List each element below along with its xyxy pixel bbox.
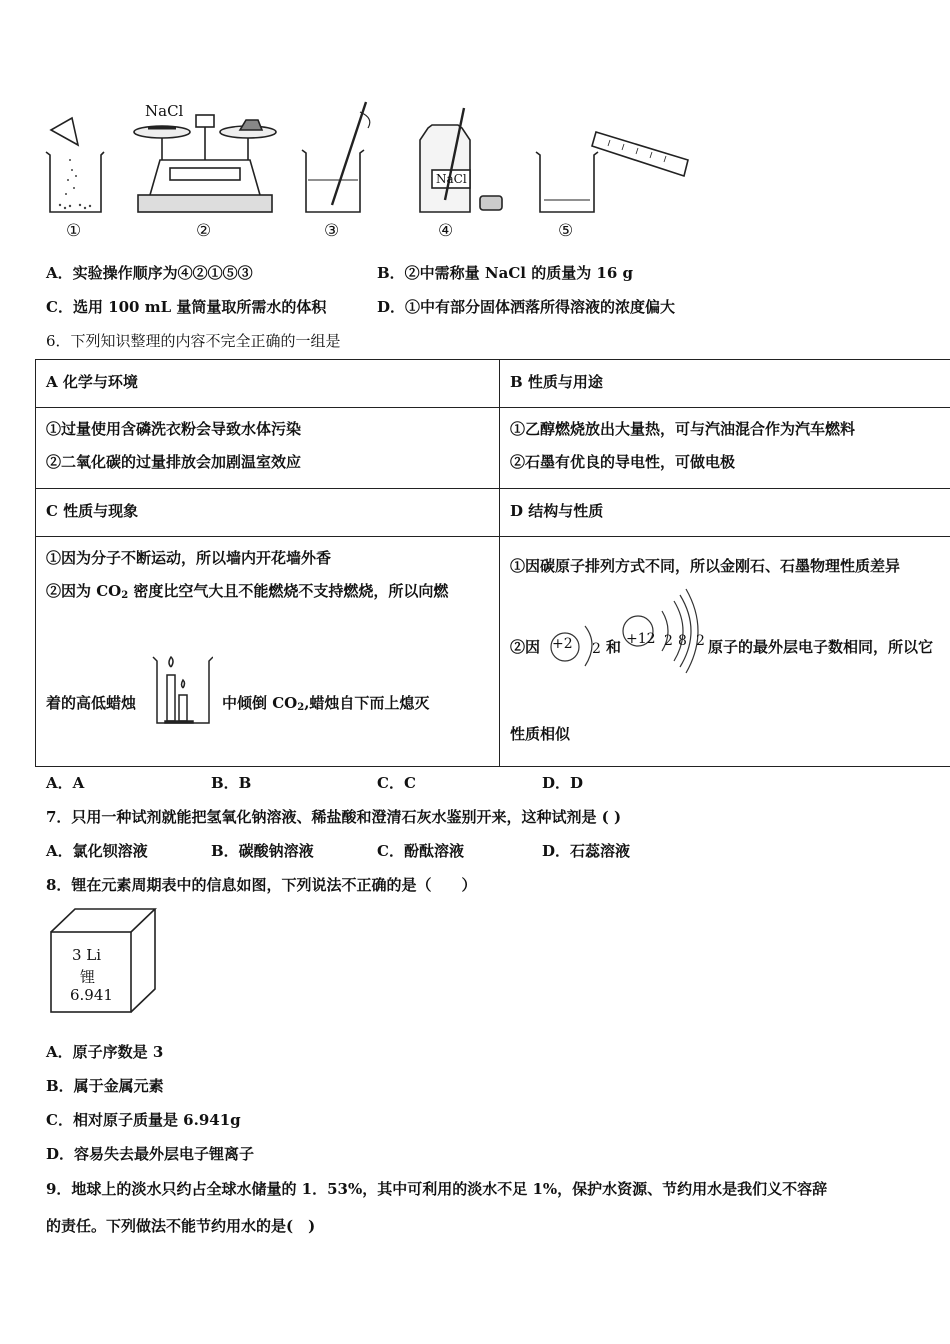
lithium-number-symbol: 3 Li bbox=[72, 946, 102, 964]
q6-answer-a: A．A bbox=[46, 774, 85, 792]
balance-scale-icon bbox=[134, 115, 276, 212]
magnesium-nucleus-label: +12 bbox=[626, 631, 656, 647]
q7-answer-d: D．石蕊溶液 bbox=[542, 842, 631, 860]
q5-option-c: C．选用 100 mL 量筒量取所需水的体积 bbox=[46, 298, 327, 316]
figure-label-5: ⑤ bbox=[558, 221, 574, 241]
figure-label-1: ① bbox=[66, 221, 82, 241]
nacl-balance-label: NaCl bbox=[145, 102, 184, 120]
q7-answer-c: C．酚酞溶液 bbox=[377, 842, 464, 860]
q6-cell-a-title: A 化学与环境 bbox=[36, 360, 500, 408]
figure-label-4: ④ bbox=[438, 221, 454, 241]
q5-option-a: A．实验操作顺序为④②①⑤③ bbox=[46, 264, 253, 282]
q8-stem: 8．锂在元素周期表中的信息如图，下列说法不正确的是（ ） bbox=[46, 876, 477, 894]
q6-stem: 6．下列知识整理的内容不完全正确的一组是 bbox=[46, 332, 341, 350]
q9-stem-line-1: 9．地球上的淡水只约占全球水储量的 1．53%，其中可利用的淡水不足 1%，保护水资源、节约用水是我们义不容辞 bbox=[46, 1180, 828, 1198]
lithium-name: 锂 bbox=[80, 968, 96, 986]
magnesium-shell-2: 8 bbox=[678, 633, 687, 649]
beaker-pouring-solid-icon bbox=[46, 118, 104, 212]
q7-answer-b: B．碳酸钠溶液 bbox=[211, 842, 314, 860]
magnesium-shell-1: 2 bbox=[664, 633, 673, 649]
q6-answer-d: D．D bbox=[542, 774, 584, 792]
figure-label-2: ② bbox=[196, 221, 212, 241]
beaker-candles-icon bbox=[151, 655, 213, 725]
q6-answer-b: B．B bbox=[211, 774, 252, 792]
q8-option-a: A．原子序数是 3 bbox=[46, 1043, 164, 1061]
q6-cell-d-title: D 结构与性质 bbox=[500, 489, 950, 537]
nacl-bottle-label: NaCl bbox=[436, 172, 467, 186]
q8-option-b: B．属于金属元素 bbox=[46, 1077, 164, 1095]
q6-cell-c-title: C 性质与现象 bbox=[36, 489, 500, 537]
helium-nucleus-label: +2 bbox=[552, 636, 573, 652]
q6-answer-c: C．C bbox=[377, 774, 416, 792]
nacl-reagent-bottle-icon bbox=[420, 108, 502, 212]
q5-option-b: B．②中需称量 NaCl 的质量为 16 g bbox=[377, 264, 633, 282]
q9-stem-line-2: 的责任。下列做法不能节约用水的是( ) bbox=[46, 1217, 316, 1235]
q5-apparatus-figure bbox=[0, 0, 700, 245]
figure-label-3: ③ bbox=[324, 221, 340, 241]
q6-cell-b-title: B 性质与用途 bbox=[500, 360, 950, 408]
helium-shell-label: 2 bbox=[592, 641, 601, 657]
q7-answer-a: A．氯化钡溶液 bbox=[46, 842, 148, 860]
q7-stem: 7．只用一种试剂就能把氢氧化钠溶液、稀盐酸和澄清石灰水鉴别开来，这种试剂是 ( ) bbox=[46, 808, 622, 826]
q5-option-d: D．①中有部分固体洒落所得溶液的浓度偏大 bbox=[377, 298, 676, 316]
q8-option-d: D．容易失去最外层电子锂离子 bbox=[46, 1145, 255, 1163]
beaker-graduated-cylinder-icon bbox=[536, 132, 688, 212]
q8-option-c: C．相对原子质量是 6.941g bbox=[46, 1111, 241, 1129]
q6-cell-b-body: ①乙醇燃烧放出大量热，可与汽油混合作为汽车燃料 ②石墨有优良的导电性，可做电极 bbox=[500, 408, 950, 489]
beaker-stirring-rod-icon bbox=[302, 102, 370, 212]
q6-cell-d-body: ①因碳原子排列方式不同，所以金刚石、石墨物理性质差异 ②因 +2 2 和 +12 2 8 2 原子的最外层电子数相同，所以它 性质相似 bbox=[500, 537, 950, 767]
magnesium-atom-structure-icon bbox=[622, 579, 712, 679]
q6-knowledge-table bbox=[35, 359, 950, 767]
lithium-mass: 6.941 bbox=[70, 986, 113, 1004]
q6-cell-a-body: ①过量使用含磷洗衣粉会导致水体污染 ②二氧化碳的过量排放会加剧温室效应 bbox=[36, 408, 500, 489]
q6-cell-c-body: ①因为分子不断运动，所以墙内开花墙外香 ②因为 $CO_2$ 密度比空气大且不能燃烧不支持燃烧，所以向燃 着的高低蜡烛 中倾倒 $CO_2$,蜡烛自下而上熄灭 bbox=[36, 537, 500, 767]
magnesium-shell-3: 2 bbox=[696, 633, 705, 649]
